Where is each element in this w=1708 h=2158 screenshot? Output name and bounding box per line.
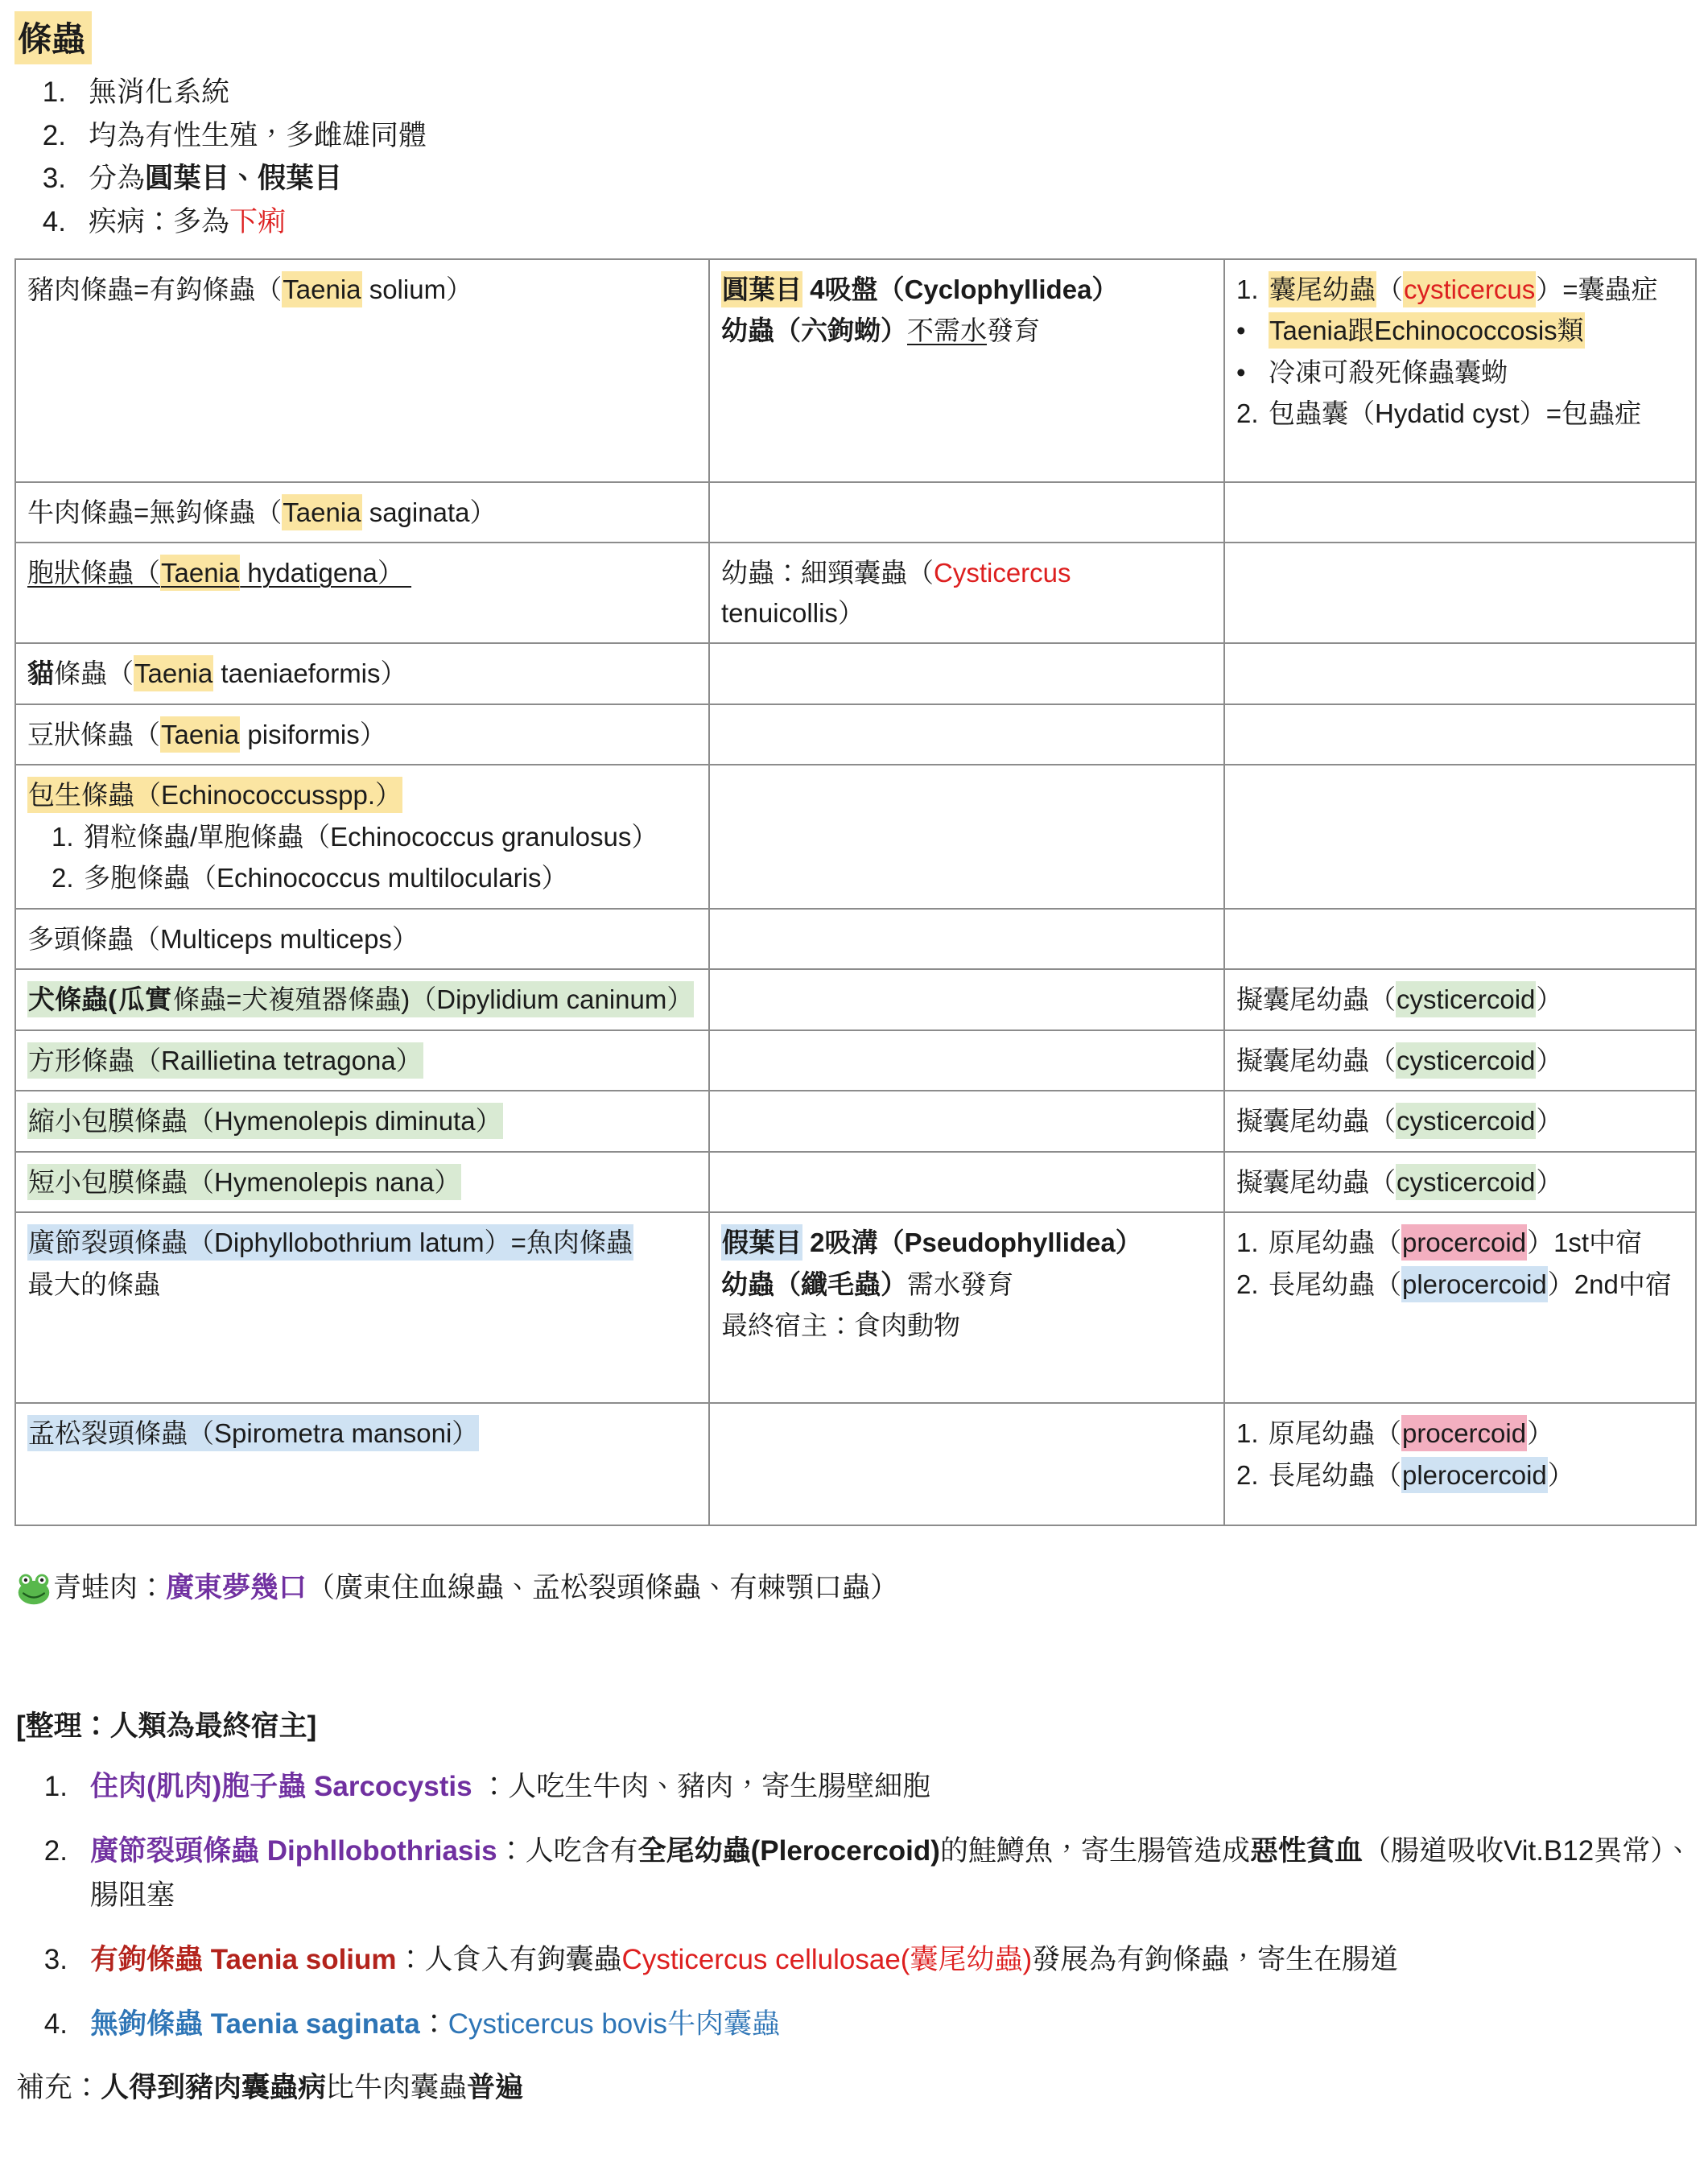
summary-item-text <box>90 1830 1695 1917</box>
text-line <box>27 1413 697 1454</box>
text-line <box>721 553 1212 633</box>
text-run: 最大的條蟲 <box>27 1269 160 1299</box>
text-run: ） <box>1536 1106 1563 1137</box>
parasite-table <box>14 258 1697 1527</box>
text-line <box>27 775 697 815</box>
text-run: plerocercoid <box>1401 1457 1548 1493</box>
text-run: taeniaeformis） <box>213 658 407 689</box>
text-run: 發育 <box>987 316 1040 346</box>
table-cell <box>15 765 709 909</box>
text-line <box>1236 1101 1684 1141</box>
intro-item <box>31 159 1695 199</box>
text-run: ） <box>1536 984 1563 1015</box>
text-run: 貓 <box>27 658 54 689</box>
text-line <box>27 654 697 694</box>
text-run: ）2nd中宿 <box>1547 1269 1672 1299</box>
text-line <box>1236 1223 1684 1263</box>
text-line <box>27 1101 697 1141</box>
frog-note-text <box>53 1568 1695 1609</box>
table-cell <box>1224 1091 1696 1152</box>
table-cell <box>709 1091 1224 1152</box>
text-run: 擬囊尾幼蟲（ <box>1236 984 1396 1015</box>
table-cell <box>709 704 1224 765</box>
table-cell <box>15 1152 709 1213</box>
text-run: 囊尾幼蟲 <box>1269 271 1376 307</box>
text-run: 原尾幼蟲（ <box>1269 1228 1401 1258</box>
text-line <box>1236 311 1684 351</box>
text-line <box>1236 1162 1684 1203</box>
list-marker: 1. <box>43 1771 68 1802</box>
intro-item-text <box>89 159 1695 199</box>
text-line <box>27 980 697 1020</box>
summary-heading: [整理：人類為最終宿主] <box>16 1710 317 1742</box>
text-line <box>721 311 1212 351</box>
text-run: 普遍 <box>467 2072 524 2104</box>
text-run: cysticercoid <box>1396 1103 1536 1139</box>
text-run: ：人吃含有 <box>497 1835 638 1867</box>
text-line <box>27 1162 697 1203</box>
list-marker: 2. <box>1236 398 1259 429</box>
list-marker: 1. <box>1236 1418 1259 1449</box>
text-run: 的鮭鱒魚，寄生腸管造成 <box>939 1835 1250 1867</box>
text-line <box>27 553 697 593</box>
text-run: 補充： <box>16 2072 101 2104</box>
text-run: pisiformis） <box>240 719 386 749</box>
list-marker: 1. <box>52 821 74 852</box>
text-run: 擬囊尾幼蟲（ <box>1236 1106 1396 1137</box>
text-run: ）1st中宿 <box>1527 1228 1643 1258</box>
text-run: 孟松裂頭條蟲（Spirometra mansoni） <box>27 1415 479 1451</box>
text-run: 分為 <box>89 163 146 195</box>
table-cell <box>1224 1212 1696 1403</box>
text-run: 條蟲（ <box>54 658 134 689</box>
table-row <box>15 1403 1696 1525</box>
text-line <box>721 1223 1212 1263</box>
text-run: 圓葉目 <box>721 271 802 307</box>
text-run: cysticercoid <box>1396 981 1536 1017</box>
list-marker: 2. <box>43 1835 68 1867</box>
text-run: 胞狀條蟲（ <box>27 558 160 588</box>
summary-list <box>14 1765 1695 2046</box>
text-line <box>27 270 697 310</box>
text-run: ）=囊蟲症 <box>1536 274 1658 304</box>
text-run: 有鉤條蟲 Taenia solium <box>90 1943 397 1975</box>
text-line <box>1236 1265 1684 1305</box>
table-row <box>15 909 1696 970</box>
text-run: ） <box>1536 1166 1563 1197</box>
page-title: 條蟲 <box>14 11 92 64</box>
text-run: ： <box>419 2008 448 2040</box>
text-line <box>721 1265 1212 1305</box>
table-cell <box>709 543 1224 643</box>
text-run: 長尾幼蟲（ <box>1269 1269 1401 1299</box>
list-marker: 1. <box>1236 1228 1259 1258</box>
text-line <box>27 1223 697 1263</box>
intro-item-text <box>89 116 1695 156</box>
table-cell <box>15 1403 709 1525</box>
text-run: 假葉目 <box>721 1224 802 1261</box>
table-row <box>15 765 1696 909</box>
text-run: ：人食入有鉤囊蟲 <box>396 1943 622 1975</box>
table-row <box>15 969 1696 1030</box>
intro-list <box>14 72 1695 242</box>
table-cell <box>1224 969 1696 1030</box>
table-cell <box>15 643 709 704</box>
table-cell <box>1224 704 1696 765</box>
text-run: 幼蟲（纖毛蟲） <box>721 1269 907 1299</box>
text-run: cysticercoid <box>1396 1164 1536 1200</box>
table-cell <box>15 969 709 1030</box>
text-run: 多胞條蟲（Echinococcus multilocularis） <box>84 863 568 893</box>
text-run: 包蟲囊（Hydatid cyst）=包蟲症 <box>1269 398 1641 429</box>
table-row <box>15 704 1696 765</box>
summary-item-text <box>90 1765 1695 1809</box>
list-marker: 1. <box>42 76 66 108</box>
text-run: procercoid <box>1401 1224 1527 1261</box>
text-run: 幼蟲：細頸囊蟲（ <box>721 558 934 588</box>
table-cell <box>1224 909 1696 970</box>
text-run: Cysticercus cellulosae(囊尾幼蟲) <box>621 1943 1033 1975</box>
text-run: 豬肉條蟲=有鈎條蟲（ <box>27 274 283 304</box>
summary-item-text <box>90 1938 1695 1982</box>
text-run: 豆狀條蟲（ <box>27 719 160 749</box>
text-run: 全尾幼蟲(Plerocercoid) <box>637 1835 940 1867</box>
list-marker: 4. <box>42 206 66 238</box>
text-run: solium） <box>361 274 473 304</box>
text-run: ） <box>1536 1045 1563 1075</box>
table-cell <box>1224 1403 1696 1525</box>
table-row <box>15 1091 1696 1152</box>
table-cell <box>15 482 709 543</box>
text-line <box>52 858 697 898</box>
text-line <box>27 493 697 533</box>
table-cell <box>1224 643 1696 704</box>
text-run: 住肉(肌肉)胞子蟲 Sarcocystis <box>90 1771 481 1802</box>
supplement-note <box>16 2067 1695 2110</box>
table-cell <box>1224 482 1696 543</box>
text-run: Taenia跟Echinococcosis類 <box>1269 312 1585 349</box>
intro-item-text <box>89 202 1695 242</box>
table-cell <box>1224 1152 1696 1213</box>
text-run: 包生條蟲（Echinococcusspp.） <box>27 777 402 813</box>
text-run: Taenia <box>160 716 240 753</box>
intro-item <box>31 116 1695 156</box>
summary-item <box>32 2003 1695 2046</box>
summary-item <box>32 1938 1695 1982</box>
text-line <box>721 1306 1212 1346</box>
text-run: Taenia <box>282 271 361 307</box>
table-row <box>15 482 1696 543</box>
table-cell <box>709 482 1224 543</box>
list-marker: 1. <box>1236 274 1259 304</box>
text-run: 長尾幼蟲（ <box>1269 1459 1401 1490</box>
table-cell <box>15 1212 709 1403</box>
table-cell <box>15 1030 709 1091</box>
table-row <box>15 1152 1696 1213</box>
text-line <box>721 270 1212 310</box>
table-cell <box>1224 765 1696 909</box>
table-cell <box>709 1152 1224 1213</box>
list-marker: • <box>1236 316 1246 346</box>
table-cell <box>709 259 1224 482</box>
list-marker: 2. <box>1236 1459 1259 1490</box>
text-run: 圓葉目、假葉目 <box>145 163 343 195</box>
text-run: 擬囊尾幼蟲（ <box>1236 1166 1396 1197</box>
table-row <box>15 259 1696 482</box>
text-run: 方形條蟲（Raillietina tetragona） <box>27 1042 423 1079</box>
text-line <box>27 1041 697 1081</box>
summary-item <box>32 1830 1695 1917</box>
list-marker: 3. <box>42 163 66 195</box>
parasite-table-body <box>15 259 1696 1526</box>
text-run: 廣節裂頭條蟲（Diphyllobothrium latum）=魚肉條蟲 <box>27 1224 633 1261</box>
list-marker: 2. <box>52 863 74 893</box>
text-run: 下痢 <box>229 206 287 238</box>
text-run: 條蟲=犬複殖器條蟲)（Dipylidium caninum） <box>172 981 694 1017</box>
text-run: cysticercoid <box>1396 1042 1536 1079</box>
list-marker: 3. <box>43 1943 68 1975</box>
text-run: 疾病：多為 <box>89 206 230 238</box>
text-run: Cysticercus bovis牛肉囊蟲 <box>448 2008 781 2040</box>
table-row <box>15 1212 1696 1403</box>
list-marker: • <box>1236 357 1246 387</box>
text-run: saginata） <box>361 497 497 527</box>
table-cell <box>709 1030 1224 1091</box>
intro-item-text <box>89 72 1695 113</box>
table-cell <box>709 909 1224 970</box>
table-cell <box>15 543 709 643</box>
text-run: 無鉤條蟲 Taenia saginata <box>90 2008 420 2040</box>
text-line <box>27 919 697 959</box>
table-cell <box>709 969 1224 1030</box>
text-line <box>52 817 697 857</box>
text-run: 最終宿主：食肉動物 <box>721 1310 960 1341</box>
text-run: 惡性貧血 <box>1249 1835 1363 1867</box>
text-run: （腸道吸收Vit.B12異常）、腸阻塞 <box>90 1835 1693 1911</box>
text-run: hydatigena） <box>240 558 412 588</box>
text-run: 2吸溝（Pseudophyllidea） <box>802 1228 1142 1258</box>
text-run: 廣東夢幾口 <box>166 1572 307 1604</box>
text-run: 多頭條蟲（Multiceps multiceps） <box>27 923 419 954</box>
text-run: 擬囊尾幼蟲（ <box>1236 1045 1396 1075</box>
list-marker: 4. <box>43 2008 68 2040</box>
text-line <box>1236 1041 1684 1081</box>
text-run: 原尾幼蟲（ <box>1269 1418 1401 1449</box>
text-line <box>1236 1413 1684 1454</box>
table-cell <box>709 643 1224 704</box>
table-row <box>15 543 1696 643</box>
table-cell <box>709 1212 1224 1403</box>
text-run: 幼蟲（六鉤蚴） <box>721 316 907 346</box>
text-run: （ <box>1376 274 1403 304</box>
table-cell <box>15 704 709 765</box>
list-marker: 2. <box>1236 1269 1259 1299</box>
table-cell <box>709 765 1224 909</box>
text-run: 犬條蟲( <box>27 981 118 1017</box>
text-run: 猬粒條蟲/單胞條蟲（Echinococcus granulosus） <box>84 821 658 852</box>
text-run: 縮小包膜條蟲（Hymenolepis diminuta） <box>27 1103 503 1139</box>
text-run: 需水發育 <box>907 1269 1013 1299</box>
text-run: plerocercoid <box>1401 1266 1548 1302</box>
table-row <box>15 1030 1696 1091</box>
table-cell <box>1224 543 1696 643</box>
intro-item <box>31 72 1695 113</box>
text-run: ） <box>1547 1459 1574 1490</box>
frog-icon <box>16 1571 52 1607</box>
text-line <box>27 1265 697 1305</box>
text-run: Taenia <box>282 494 361 530</box>
text-run: tenuicollis） <box>721 558 1079 628</box>
text-run: Cysticercus <box>934 558 1071 588</box>
text-run: 冷凍可殺死條蟲囊蚴 <box>1269 357 1508 387</box>
table-row <box>15 643 1696 704</box>
text-run: ：人吃生牛肉、豬肉，寄生腸壁細胞 <box>480 1771 931 1802</box>
table-cell <box>1224 259 1696 482</box>
text-run: 無消化系統 <box>89 76 230 108</box>
summary-item <box>32 1765 1695 1809</box>
text-run: 牛肉條蟲=無鈎條蟲（ <box>27 497 283 527</box>
text-run: 4吸盤（Cyclophyllidea） <box>802 274 1119 304</box>
frog-note <box>16 1568 1695 1609</box>
text-run: 廣節裂頭條蟲 Diphllobothriasis <box>90 1835 497 1867</box>
table-cell <box>1224 1030 1696 1091</box>
text-run: 人得到豬肉囊蟲病 <box>101 2072 327 2104</box>
text-line <box>1236 270 1684 310</box>
text-run: （廣東住血線蟲、孟松裂頭條蟲、有棘顎口蟲） <box>307 1572 899 1604</box>
text-line <box>27 715 697 755</box>
text-line <box>1236 353 1684 393</box>
text-run: ） <box>1527 1418 1554 1449</box>
text-run: 均為有性生殖，多雌雄同體 <box>89 119 427 151</box>
intro-item <box>31 202 1695 242</box>
text-run: 不需水 <box>907 316 987 346</box>
text-run: Taenia <box>134 655 213 691</box>
text-run: 短小包膜條蟲（Hymenolepis nana） <box>27 1164 461 1200</box>
text-run: procercoid <box>1401 1415 1527 1451</box>
text-line <box>1236 980 1684 1020</box>
table-cell <box>15 909 709 970</box>
text-line <box>1236 394 1684 434</box>
table-cell <box>15 1091 709 1152</box>
text-run: 比牛肉囊蟲 <box>326 2072 468 2104</box>
text-line <box>1236 1455 1684 1496</box>
text-run: cysticercus <box>1403 271 1536 307</box>
text-run: 發展為有鉤條蟲，寄生在腸道 <box>1032 1943 1399 1975</box>
text-run: 青蛙肉： <box>53 1572 167 1604</box>
list-marker: 2. <box>42 119 66 151</box>
table-cell <box>15 259 709 482</box>
table-cell <box>709 1403 1224 1525</box>
text-run: Taenia <box>160 555 240 591</box>
summary-item-text <box>90 2003 1695 2046</box>
text-run: 瓜實 <box>118 981 172 1017</box>
